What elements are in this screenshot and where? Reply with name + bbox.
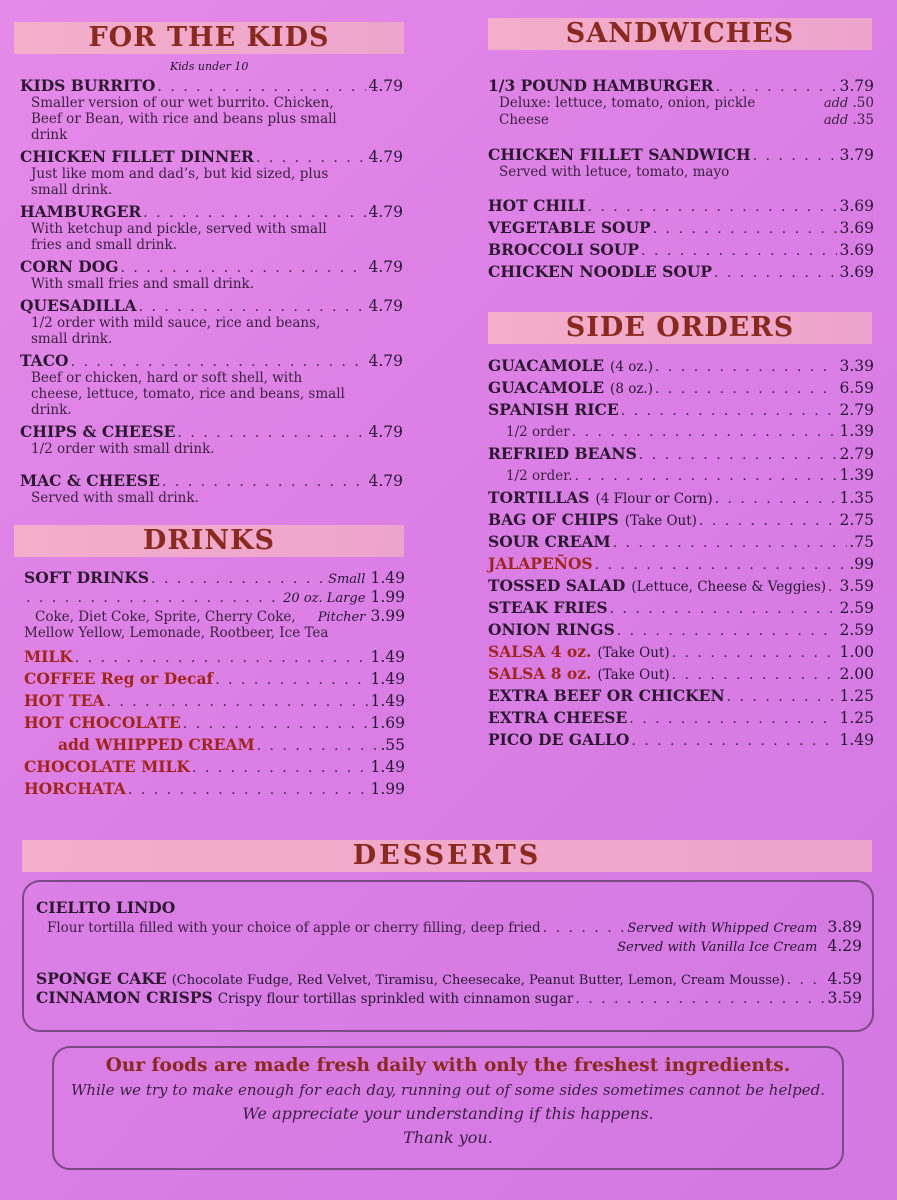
item-name: SALSA 8 oz. (488, 664, 592, 683)
item-price: 3.69 (839, 241, 874, 259)
item-price: 1.49 (370, 670, 405, 688)
deluxe-price: .50 (852, 95, 874, 111)
item-name: MILK (24, 647, 73, 666)
item-price: 4.79 (368, 352, 403, 370)
item-description: Beef or chicken, hard or soft shell, with cheese, lettuce, tomato, rice and beans, small drink. (31, 370, 345, 418)
kids-title: FOR THE KIDS (88, 22, 330, 53)
kids-item (20, 471, 403, 506)
item-extra: (Take Out) (624, 513, 697, 529)
cielito-price1: 3.89 (827, 918, 862, 936)
item-name: EXTRA BEEF OR CHICKEN (488, 686, 725, 705)
footer-title: Our foods are made fresh daily with only the freshest ingredients. (105, 1055, 791, 1076)
item-price: 4.79 (368, 148, 403, 166)
item-extra: (8 oz.) (610, 381, 653, 397)
item-name: SALSA 4 oz. (488, 642, 592, 661)
menu-item-row (488, 466, 874, 484)
chicken-sandwich-price: 3.79 (839, 146, 874, 164)
sandwiches-banner (488, 18, 872, 50)
menu-item-row (24, 647, 405, 666)
soft-desc-1: Coke, Diet Coke, Sprite, Cherry Coke, (35, 609, 296, 625)
menu-item-row (488, 554, 874, 573)
sides-title: SIDE ORDERS (565, 312, 795, 343)
crisps-price: 3.59 (827, 989, 862, 1007)
item-name: 1/2 order (506, 424, 570, 440)
item-extra: (4 oz.) (610, 359, 653, 375)
item-price: 1.49 (370, 758, 405, 776)
crisps-desc: Crispy flour tortillas sprinkled with cinnamon sugar (217, 991, 574, 1007)
cielito-row2 (36, 936, 862, 955)
item-extra: (Lettuce, Cheese & Veggies) (631, 579, 827, 595)
item-price: 4.79 (368, 77, 403, 95)
item-price: 3.59 (839, 577, 874, 595)
menu-item-row (488, 378, 874, 397)
item-price: 3.69 (839, 219, 874, 237)
cielito-name: CIELITO LINDO (36, 898, 176, 917)
item-name: PICO DE GALLO (488, 730, 630, 749)
item-price: 1.00 (839, 643, 874, 661)
menu-item-row (24, 757, 405, 776)
hamburger-name: 1/3 POUND HAMBURGER (488, 76, 714, 95)
sides-list (488, 356, 874, 752)
menu-item-row (488, 196, 874, 215)
chicken-sandwich-desc: Served with letuce, tomato, mayo (499, 164, 730, 180)
cheese-price: .35 (852, 112, 874, 128)
menu-item-row (488, 422, 874, 440)
menu-item-row (20, 351, 403, 370)
item-price: .55 (380, 736, 405, 754)
item-price: .99 (849, 555, 874, 573)
item-description: Just like mom and dad’s, but kid sized, plus small drink. (31, 166, 329, 198)
item-name: TACO (20, 351, 69, 370)
menu-item-row (488, 240, 874, 259)
chicken-sandwich-name: CHICKEN FILLET SANDWICH (488, 145, 751, 164)
item-price: 2.59 (839, 599, 874, 617)
soft-drinks-name: SOFT DRINKS (24, 568, 150, 587)
footer-box (52, 1046, 844, 1170)
sponge-name: SPONGE CAKE (36, 969, 167, 988)
item-name: BAG OF CHIPS (488, 510, 619, 529)
item-price: 1.25 (839, 687, 874, 705)
menu-item-row (488, 532, 874, 551)
menu-item-row (488, 620, 874, 639)
item-price: 3.39 (839, 357, 874, 375)
item-name: REFRIED BEANS (488, 444, 637, 463)
menu-item-row (488, 642, 874, 661)
desserts-banner (22, 840, 872, 872)
soft-large-price: 1.99 (370, 588, 405, 606)
item-price: 1.49 (370, 692, 405, 710)
item-name: TOSSED SALAD (488, 576, 626, 595)
menu-item-row (20, 257, 403, 276)
kids-note: Kids under 10 (170, 60, 249, 73)
menu-item-row (488, 400, 874, 419)
menu-item-row (488, 598, 874, 617)
item-name: COFFEE Reg or Decaf (24, 669, 214, 688)
item-name: HOT TEA (24, 691, 105, 710)
item-description: With small fries and small drink. (31, 276, 255, 292)
item-name: EXTRA CHEESE (488, 708, 628, 727)
item-name: KIDS BURRITO (20, 76, 156, 95)
item-price: 1.25 (839, 709, 874, 727)
cielito-price2: 4.29 (827, 937, 862, 955)
sponge-desc: (Chocolate Fudge, Red Velvet, Tiramisu, Cheesecake, Peanut Butter, Lemon, Cream Mousse) (171, 973, 785, 988)
item-name: VEGETABLE SOUP (488, 218, 651, 237)
item-price: 1.69 (370, 714, 405, 732)
cielito-opt1: Served with Whipped Cream (627, 921, 818, 936)
item-description: With ketchup and pickle, served with small fries and small drink. (31, 221, 327, 253)
item-price: 3.69 (839, 197, 874, 215)
item-price: 1.49 (370, 648, 405, 666)
deluxe-label: Deluxe: lettuce, tomato, onion, pickle (499, 95, 756, 111)
menu-item-row (488, 510, 874, 529)
soft-pitcher-row (24, 606, 405, 625)
kids-item (20, 257, 403, 292)
menu-item-row (20, 296, 403, 315)
drinks-title: DRINKS (142, 525, 276, 556)
footer-line-2: We appreciate your understanding if this happens. (242, 1104, 654, 1123)
menu-item-row (488, 576, 874, 595)
menu-item-row (20, 76, 403, 95)
menu-item-row (488, 218, 874, 237)
menu-item-row (24, 691, 405, 710)
kids-item (20, 202, 403, 253)
item-extra: (Take Out) (597, 667, 670, 683)
item-name: CHICKEN NOODLE SOUP (488, 262, 713, 281)
item-name: QUESADILLA (20, 296, 137, 315)
soft-desc-2: Mellow Yellow, Lemonade, Rootbeer, Ice Tea (24, 625, 329, 641)
item-price: 1.39 (839, 466, 874, 484)
soft-small-label: Small (328, 572, 366, 587)
item-name: BROCCOLI SOUP (488, 240, 640, 259)
item-name: ONION RINGS (488, 620, 615, 639)
crisps-name: CINNAMON CRISPS (36, 988, 213, 1007)
chicken-sandwich-row (488, 145, 874, 164)
crisps-row (36, 988, 862, 1007)
drinks-banner (14, 525, 404, 557)
item-price: 1.35 (839, 489, 874, 507)
desserts-box (22, 880, 874, 1032)
soft-large-label: 20 oz. Large (283, 591, 366, 606)
deluxe-row (488, 95, 874, 112)
item-price: .75 (849, 533, 874, 551)
menu-item-row (488, 262, 874, 281)
item-name: HOT CHOCOLATE (24, 713, 181, 732)
item-name: MAC & CHEESE (20, 471, 160, 490)
item-name: HORCHATA (24, 779, 126, 798)
drinks-items (24, 647, 405, 798)
item-name: CORN DOG (20, 257, 119, 276)
hamburger-row (488, 76, 874, 95)
cheese-label: Cheese (499, 112, 549, 128)
footer-line-3: Thank you. (403, 1128, 493, 1147)
item-name: HAMBURGER (20, 202, 142, 221)
item-price: 6.59 (839, 379, 874, 397)
item-price: 4.79 (368, 472, 403, 490)
sandwiches-list (488, 76, 874, 284)
soft-pitcher-label: Pitcher (317, 610, 366, 625)
cielito-opt2: Served with Vanilla Ice Cream (617, 940, 818, 955)
deluxe-add: add (823, 96, 849, 111)
soft-pitcher-price: 3.99 (370, 607, 405, 625)
cielito-row1 (36, 917, 862, 936)
item-extra: (4 Flour or Corn) (595, 491, 713, 507)
menu-item-row (20, 147, 403, 166)
desserts-title: DESSERTS (352, 840, 542, 871)
item-price: 4.79 (368, 297, 403, 315)
item-price: 2.59 (839, 621, 874, 639)
item-name: CHICKEN FILLET DINNER (20, 147, 254, 166)
menu-item-row (24, 669, 405, 688)
item-price: 4.79 (368, 423, 403, 441)
item-price: 1.99 (370, 780, 405, 798)
item-name: JALAPEÑOS (488, 554, 593, 573)
sponge-row (36, 969, 862, 988)
item-extra: (Take Out) (597, 645, 670, 661)
item-name: CHIPS & CHEESE (20, 422, 176, 441)
item-name: HOT CHILI (488, 196, 586, 215)
kids-item (20, 296, 403, 347)
cielito-desc: Flour tortilla filled with your choice of apple or cherry filling, deep fried (47, 920, 541, 936)
item-name: GUACAMOLE (488, 378, 605, 397)
kids-item (20, 147, 403, 198)
menu-item-row (20, 471, 403, 490)
soups-list (488, 196, 874, 281)
item-price: 2.00 (839, 665, 874, 683)
item-name: STEAK FRIES (488, 598, 608, 617)
menu-item-row (488, 730, 874, 749)
menu-item-row (24, 779, 405, 798)
menu-item-row (488, 444, 874, 463)
soft-small-price: 1.49 (370, 569, 405, 587)
sponge-price: 4.59 (827, 970, 862, 988)
menu-item-row (24, 713, 405, 732)
menu-item-row (24, 735, 405, 754)
item-name: SPANISH RICE (488, 400, 619, 419)
menu-item-row (488, 664, 874, 683)
item-price: 3.69 (839, 263, 874, 281)
item-name: add WHIPPED CREAM (58, 735, 255, 754)
drinks-list (24, 568, 405, 801)
item-price: 4.79 (368, 258, 403, 276)
item-price: 4.79 (368, 203, 403, 221)
menu-item-row (488, 356, 874, 375)
kids-banner (14, 22, 404, 54)
item-price: 2.79 (839, 401, 874, 419)
item-name: 1/2 order. (506, 468, 573, 484)
menu-item-row (488, 488, 874, 507)
menu-item-row (488, 686, 874, 705)
item-name: SOUR CREAM (488, 532, 611, 551)
item-price: 1.49 (839, 731, 874, 749)
sandwiches-title: SANDWICHES (565, 18, 795, 49)
kids-item (20, 422, 403, 457)
item-description: Served with small drink. (31, 490, 199, 506)
menu-item-row (488, 708, 874, 727)
item-price: 2.75 (839, 511, 874, 529)
kids-item (20, 351, 403, 418)
cheese-add: add (823, 113, 849, 128)
item-name: TORTILLAS (488, 488, 590, 507)
soft-large-row (24, 587, 405, 606)
soft-drinks-row (24, 568, 405, 587)
menu-item-row (20, 422, 403, 441)
item-description: 1/2 order with small drink. (31, 441, 215, 457)
sides-banner (488, 312, 872, 344)
item-description: 1/2 order with mild sauce, rice and beans, small drink. (31, 315, 321, 347)
footer-line-1: While we try to make enough for each day, running out of some sides sometimes cannot be helped. (71, 1081, 825, 1099)
item-name: CHOCOLATE MILK (24, 757, 190, 776)
menu-item-row (20, 202, 403, 221)
item-description: Smaller version of our wet burrito. Chicken, Beef or Bean, with rice and beans plus small drink (31, 95, 337, 143)
cheese-row (488, 112, 874, 129)
kids-item (20, 76, 403, 143)
item-name: GUACAMOLE (488, 356, 605, 375)
kids-list (20, 76, 403, 510)
item-price: 2.79 (839, 445, 874, 463)
hamburger-price: 3.79 (839, 77, 874, 95)
item-price: 1.39 (839, 422, 874, 440)
